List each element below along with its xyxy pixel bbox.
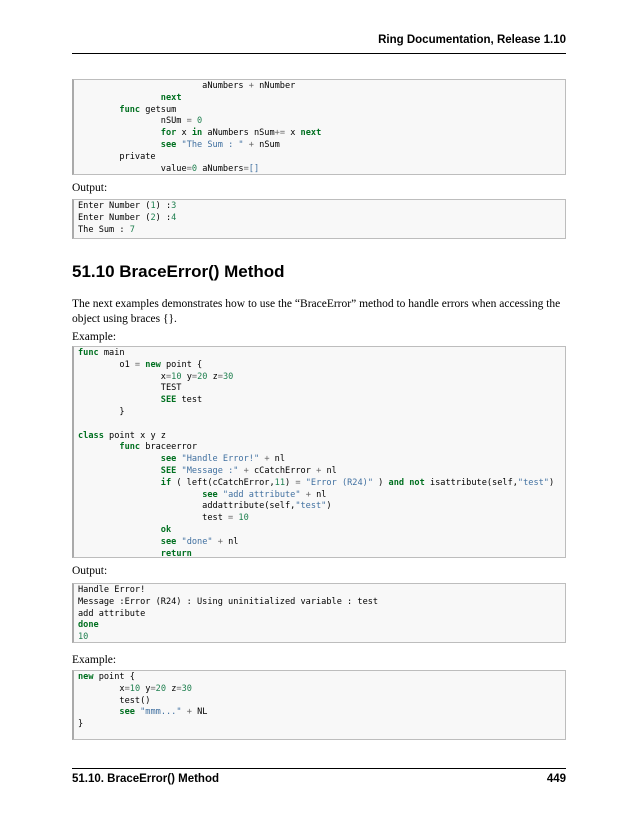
code-block-newpoint	[72, 670, 566, 740]
code-token	[78, 537, 161, 547]
code-token: ( left(cCatchError,	[171, 477, 275, 488]
code-line	[78, 116, 565, 128]
code-token: SEE	[160, 465, 177, 476]
code-line	[78, 431, 565, 443]
code-token: aNumbers	[78, 81, 249, 91]
code-token: =	[228, 513, 234, 524]
section-title: 51.10 BraceError() Method	[72, 262, 285, 281]
code-token: +	[186, 707, 192, 718]
output-block-sum	[72, 199, 566, 239]
code-token: )	[285, 477, 296, 488]
code-token: x	[78, 371, 166, 382]
code-token: in	[191, 128, 203, 139]
code-token: nl	[222, 536, 239, 547]
code-token: value	[78, 163, 187, 174]
code-line	[78, 525, 565, 537]
code-token: )	[326, 501, 332, 512]
code-token: see	[160, 454, 177, 465]
code-token: next	[300, 128, 322, 139]
code-token: =	[186, 163, 192, 174]
code-token: z	[207, 371, 218, 382]
code-line	[78, 501, 565, 513]
code-token: x	[78, 683, 125, 694]
code-line	[78, 140, 565, 152]
code-token	[78, 478, 161, 488]
code-line	[78, 478, 565, 490]
code-token: y	[181, 371, 192, 382]
code-line	[78, 684, 565, 696]
code-token	[78, 707, 119, 717]
code-token: point {	[93, 672, 135, 682]
code-token: nNumber	[253, 81, 296, 91]
page-number: 449	[546, 773, 566, 785]
code-token: ) :	[155, 212, 172, 223]
code-token: "done"	[181, 536, 213, 547]
code-token: func	[119, 104, 141, 115]
code-line	[78, 105, 565, 117]
code-token	[78, 490, 202, 500]
code-line	[78, 383, 565, 395]
code-token: "Message :"	[181, 465, 239, 476]
code-token: 3	[171, 201, 177, 211]
code-token: +	[248, 139, 254, 150]
code-line	[78, 213, 565, 225]
running-header: Ring Documentation, Release 1.10	[378, 34, 566, 46]
code-token: "test"	[295, 501, 327, 512]
code-line	[78, 164, 565, 175]
code-line	[78, 696, 565, 708]
code-block-braceerror	[72, 346, 566, 558]
code-token: y	[140, 683, 151, 694]
code-token	[78, 128, 161, 138]
code-token	[78, 105, 119, 115]
header-rule	[72, 53, 566, 54]
code-token: 10	[171, 371, 182, 382]
code-token: class	[78, 430, 104, 441]
code-line	[78, 609, 565, 621]
code-line	[78, 81, 565, 93]
code-token: not	[409, 477, 425, 488]
code-token: The Sum :	[78, 224, 130, 235]
code-token: getsum	[140, 104, 177, 115]
code-line	[78, 549, 565, 558]
code-token: nl	[269, 454, 286, 465]
code-token: 4	[171, 212, 177, 223]
code-token: "add attribute"	[222, 489, 301, 500]
code-line	[78, 620, 565, 632]
output-label: Output:	[72, 182, 108, 194]
code-line	[78, 490, 565, 502]
code-token: add attribute	[78, 608, 146, 619]
code-token: =	[243, 163, 249, 174]
code-token: addattribute(self,	[78, 501, 296, 512]
code-block-getsum	[72, 79, 566, 175]
code-token: if	[160, 477, 172, 488]
example-label: Example:	[72, 331, 117, 343]
code-line	[78, 513, 565, 525]
code-token: "The Sum : "	[181, 139, 244, 150]
code-token: done	[78, 620, 99, 631]
code-token: see	[160, 139, 177, 150]
code-token: next	[160, 92, 182, 103]
code-token: ok	[160, 524, 172, 535]
code-token	[78, 140, 161, 150]
code-line	[78, 395, 565, 407]
output-block-error	[72, 583, 566, 643]
code-token: nSum	[253, 139, 280, 150]
code-token: func	[119, 442, 141, 453]
code-line	[78, 466, 565, 478]
code-token: 20	[155, 683, 167, 694]
code-token: +	[248, 81, 254, 91]
code-token: 0	[191, 163, 198, 174]
code-token: =	[134, 359, 141, 370]
code-token: "Error (R24)"	[305, 477, 373, 488]
code-line	[78, 597, 565, 609]
code-token: 30	[222, 371, 234, 382]
code-token: Enter Number (	[78, 201, 151, 211]
code-token: isattribute(self,	[424, 477, 518, 488]
code-token: 20	[197, 371, 208, 382]
code-token: 30	[181, 683, 192, 694]
code-token: test	[78, 513, 229, 524]
code-token: }	[78, 406, 125, 417]
code-line	[78, 707, 565, 719]
code-token: 7	[129, 224, 135, 235]
code-line	[78, 93, 565, 105]
code-token: point {	[160, 359, 203, 370]
code-token: "test"	[517, 477, 549, 488]
code-token: )	[548, 477, 555, 488]
code-token: 0	[197, 116, 203, 127]
code-line	[78, 372, 565, 384]
code-line	[78, 585, 565, 597]
code-token: nSUm	[78, 116, 187, 127]
code-line	[78, 719, 565, 731]
code-token: func	[78, 348, 99, 358]
code-token: =	[295, 477, 301, 488]
code-line	[78, 152, 565, 164]
code-token: and	[388, 477, 405, 488]
code-token: new	[145, 359, 161, 370]
code-token: )	[373, 477, 389, 488]
code-token: =	[165, 371, 172, 382]
code-token: private	[78, 151, 156, 162]
code-line	[78, 225, 565, 237]
code-token: +	[305, 489, 311, 500]
code-token: main	[98, 348, 125, 358]
code-token: aNumbers	[197, 163, 244, 174]
code-token: o1	[78, 359, 135, 370]
code-token: z	[166, 683, 177, 694]
code-token: +=	[274, 128, 286, 139]
code-token: +	[243, 465, 249, 476]
code-token: =	[176, 683, 182, 694]
code-token: see	[119, 707, 135, 718]
code-token: +	[264, 454, 270, 465]
code-token: point x y z	[103, 430, 166, 441]
code-token: for	[160, 128, 177, 139]
footer-rule	[72, 768, 566, 769]
code-token: x	[285, 128, 301, 139]
code-token: nl	[321, 465, 337, 476]
code-token: }	[78, 719, 84, 730]
code-token	[78, 395, 161, 405]
code-token	[78, 466, 161, 476]
code-line	[78, 537, 565, 549]
example-label: Example:	[72, 654, 117, 666]
code-token: 10	[238, 513, 249, 524]
code-token: 10	[129, 683, 141, 694]
code-token: +	[316, 465, 322, 476]
code-line	[78, 442, 565, 454]
code-token: 11	[274, 477, 285, 488]
intro-paragraph: The next examples demonstrates how to use the “BraceError” method to handle errors when accessing the object using braces {}.	[72, 298, 561, 325]
code-token: cCatchError	[248, 465, 317, 476]
code-token: Handle Error!	[78, 585, 146, 595]
code-token	[78, 93, 161, 103]
code-token: see	[202, 489, 218, 500]
code-line	[78, 454, 565, 466]
code-token: "mmm..."	[140, 707, 182, 718]
code-token: new	[78, 672, 94, 682]
footer-section: 51.10. BraceError() Method	[72, 773, 219, 785]
code-token: braceerror	[140, 442, 198, 453]
code-token: =	[186, 116, 192, 127]
output-label: Output:	[72, 565, 108, 577]
code-token: return	[160, 548, 192, 558]
code-token: []	[248, 163, 260, 174]
code-token: NL	[191, 707, 208, 718]
code-token: =	[124, 683, 130, 694]
code-token: SEE	[160, 395, 177, 406]
code-token: +	[217, 536, 223, 547]
code-token	[78, 454, 161, 464]
code-token: Enter Number (	[78, 212, 151, 223]
code-line	[78, 407, 565, 419]
code-token: "Handle Error!"	[181, 454, 260, 465]
code-token	[78, 549, 161, 558]
code-token: see	[160, 536, 177, 547]
code-token: ) :	[155, 201, 172, 211]
code-token: 1	[150, 201, 156, 211]
code-token: aNumbers nSum	[202, 128, 275, 139]
code-token: TEST	[78, 383, 182, 394]
code-line	[78, 672, 565, 684]
code-token: =	[150, 683, 156, 694]
code-token: Message :Error (R24) : Using uninitialized variable : test	[78, 596, 379, 607]
code-token: test()	[78, 695, 151, 706]
code-line	[78, 360, 565, 372]
code-token: 10	[78, 632, 89, 643]
code-token: x	[176, 128, 192, 139]
code-token: nl	[310, 489, 327, 500]
code-line	[78, 419, 565, 431]
code-line	[78, 128, 565, 140]
code-line	[78, 632, 565, 643]
code-token: 2	[150, 212, 156, 223]
code-token: =	[191, 371, 198, 382]
code-token	[78, 525, 161, 535]
code-line	[78, 348, 565, 360]
code-token: test	[176, 395, 203, 406]
code-line	[78, 201, 565, 213]
code-token	[78, 442, 119, 452]
code-token: =	[217, 371, 223, 382]
